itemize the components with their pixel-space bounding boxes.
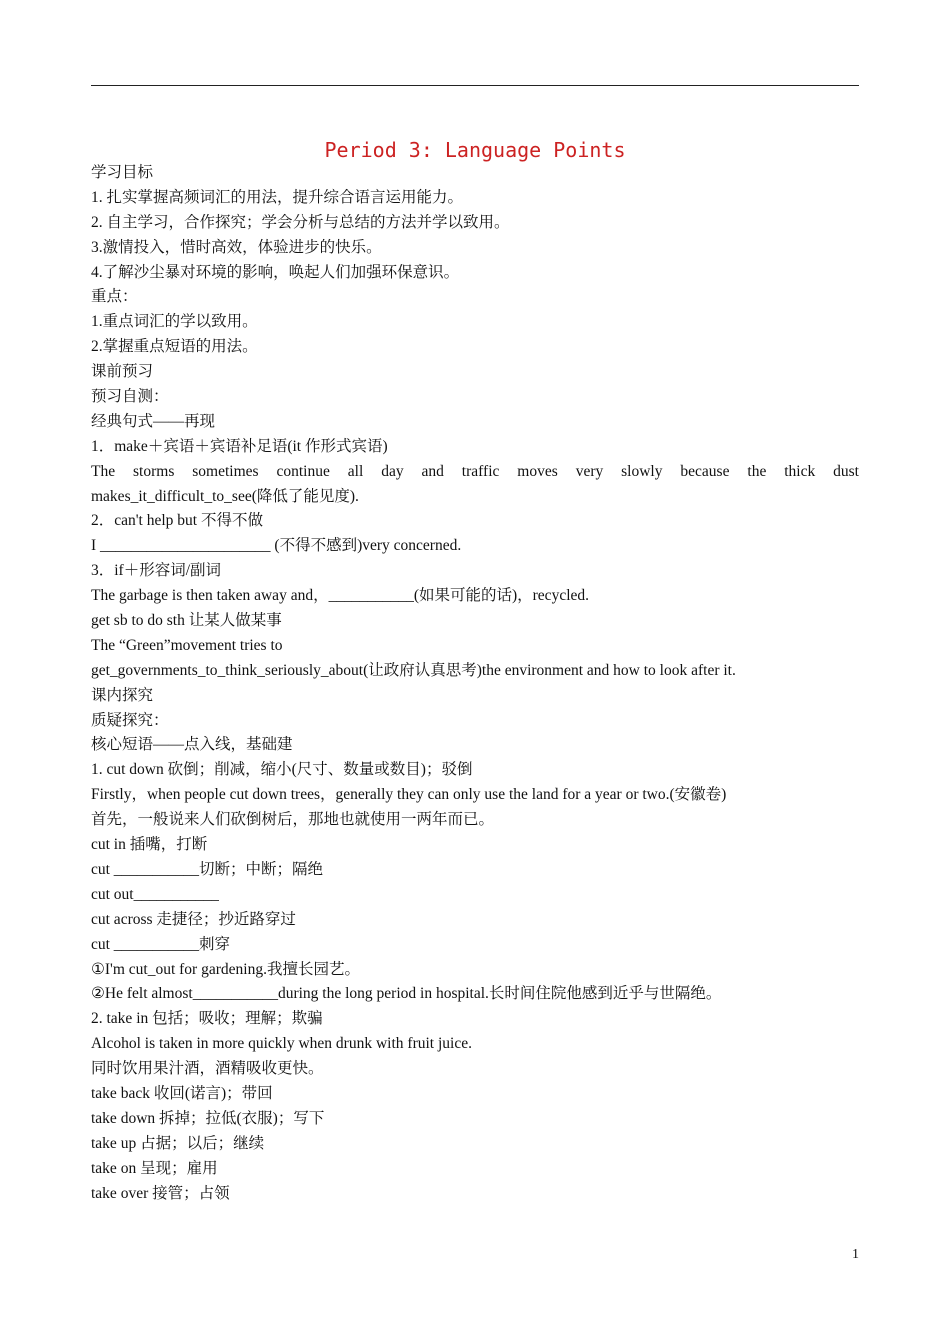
text-line: The “Green”movement tries to xyxy=(91,636,283,654)
text-line: I ______________________ (不得不感到)very concerned. xyxy=(91,537,462,555)
text-line: makes_it_difficult_to_see(降低了能见度). xyxy=(91,487,359,505)
text-line: ①I'm cut_out for gardening.我擅长园艺。 xyxy=(91,960,360,978)
section-heading: 学习目标 xyxy=(91,164,154,181)
text-line: Firstly，when people cut down trees，generally they can only use the land for a year or two.(安徽卷) xyxy=(91,786,727,804)
section-heading: 课前预习 xyxy=(91,363,154,381)
section-heading: 预习自测： xyxy=(91,388,169,406)
page-number: 1 xyxy=(852,1247,859,1262)
text-line: 首先，一般说来人们砍倒树后，那地也就使用一两年而已。 xyxy=(91,811,495,829)
text-line: cut across 走捷径；抄近路穿过 xyxy=(91,910,296,928)
section-heading: 重点： xyxy=(91,288,138,306)
text-line: 2．can't help but 不得不做 xyxy=(91,512,263,530)
text-line: take over 接管；占领 xyxy=(91,1184,230,1202)
text-line: take on 呈现；雇用 xyxy=(91,1159,218,1177)
page-title: Period 3: Language Points xyxy=(324,138,626,162)
text-line: Alcohol is taken in more quickly when drunk with fruit juice. xyxy=(91,1035,472,1053)
text-line: get_governments_to_think_seriously_about(让政府认真思考)the environment and how to look after it. xyxy=(91,661,736,679)
text-line: 1. 扎实掌握高频词汇的用法，提升综合语言运用能力。 xyxy=(91,188,464,206)
text-line: 1．make＋宾语＋宾语补足语(it 作形式宾语) xyxy=(91,437,388,455)
text-line: ②He felt almost___________during the long period in hospital.长时间住院他感到近乎与世隔绝。 xyxy=(91,985,722,1003)
text-line: take down 拆掉；拉低(衣服)；写下 xyxy=(91,1109,325,1127)
text-line: cut out___________ xyxy=(91,885,219,903)
text-line: take up 占据；以后；继续 xyxy=(91,1134,265,1152)
section-heading: 课内探究 xyxy=(91,686,154,704)
text-line: 2.掌握重点短语的用法。 xyxy=(91,338,258,356)
text-line: cut in 插嘴，打断 xyxy=(91,836,208,854)
section-heading: 核心短语——点入线，基础建 xyxy=(91,736,293,754)
document-body xyxy=(91,161,859,1206)
section-heading: 质疑探究： xyxy=(91,711,169,729)
text-line: get sb to do sth 让某人做某事 xyxy=(91,612,282,630)
text-line: 同时饮用果汁酒，酒精吸收更快。 xyxy=(91,1060,324,1078)
text-line: 2. take in 包括；吸收；理解；欺骗 xyxy=(91,1010,323,1028)
text-line: take back 收回(诺言)；带回 xyxy=(91,1084,273,1102)
text-line: 1. cut down 砍倒；削减，缩小(尺寸、数量或数目)；驳倒 xyxy=(91,761,473,779)
section-heading: 经典句式——再现 xyxy=(91,412,216,430)
text-line: 3．if＋形容词/副词 xyxy=(91,562,222,580)
text-line: The storms sometimes continue all day and traffic moves very slowly because the thick dust xyxy=(91,462,859,480)
text-line: The garbage is then taken away and，___________(如果可能的话)，recycled. xyxy=(91,587,590,605)
text-line: 4.了解沙尘暴对环境的影响，唤起人们加强环保意识。 xyxy=(91,263,460,281)
text-line: cut ___________刺穿 xyxy=(91,935,231,953)
header-rule xyxy=(91,85,859,86)
text-line: 2. 自主学习，合作探究；学会分析与总结的方法并学以致用。 xyxy=(91,213,510,231)
text-line: cut ___________切断；中断；隔绝 xyxy=(91,860,324,878)
text-line: 3.激情投入，惜时高效，体验进步的快乐。 xyxy=(91,238,382,256)
text-line: 1.重点词汇的学以致用。 xyxy=(91,313,258,331)
